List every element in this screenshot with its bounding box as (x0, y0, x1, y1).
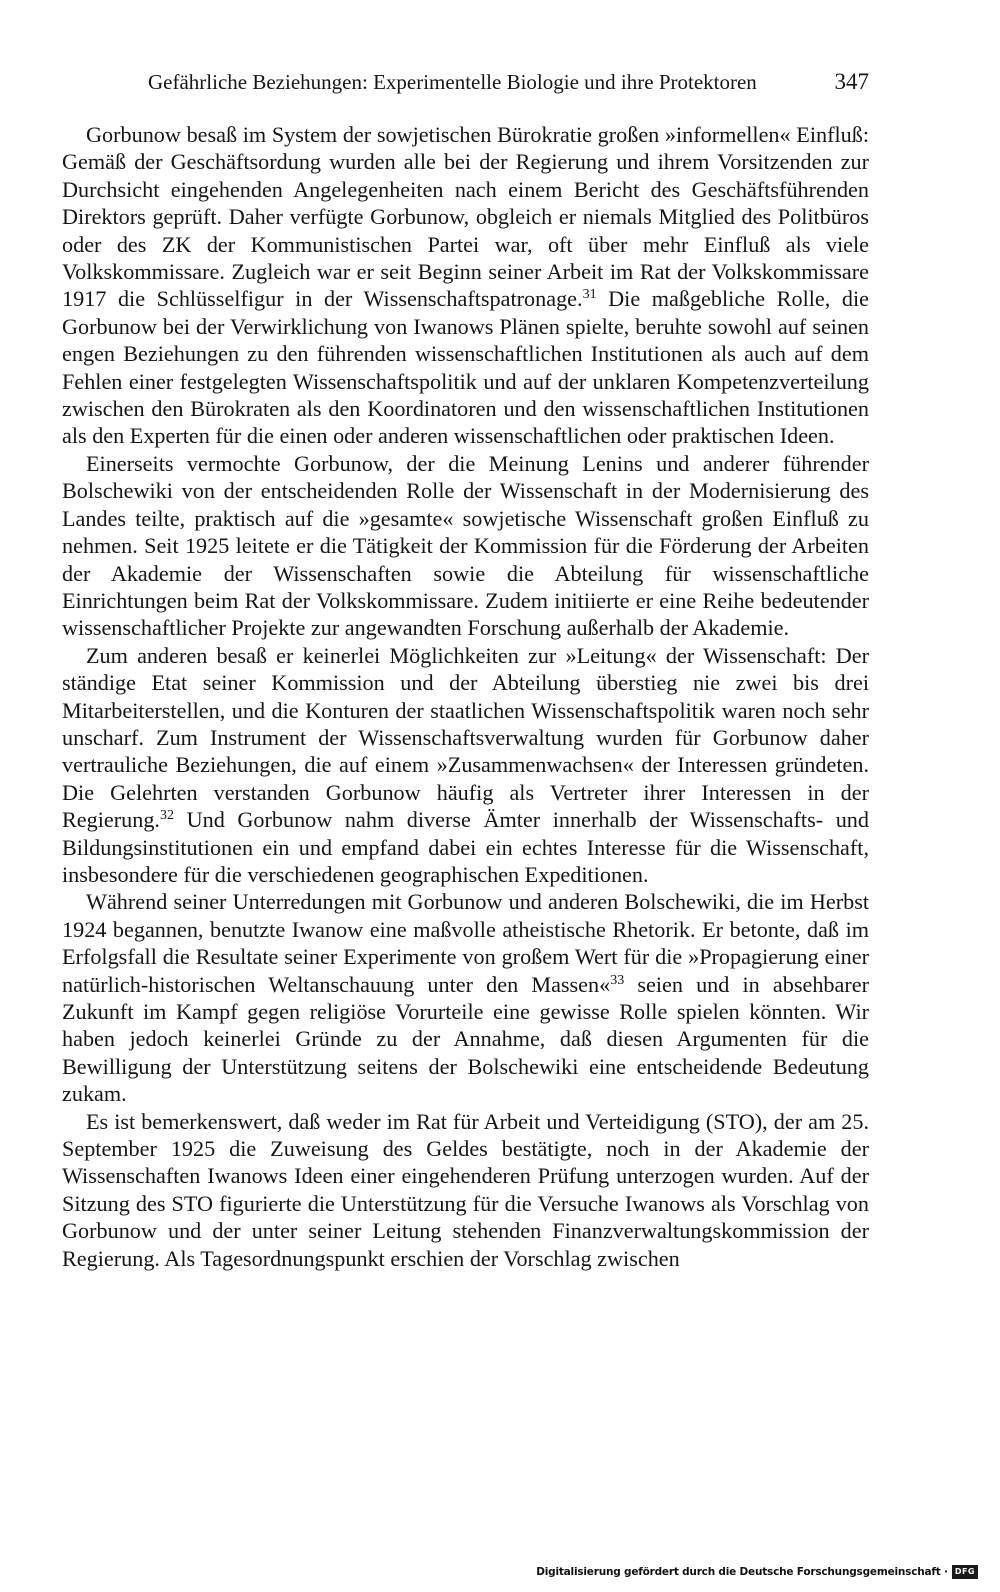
text-segment: Und Gorbunow nahm diverse Ämter innerhalb der Wissenschafts- und Bildungsinstitutionen ein und empfand dabei ein echtes Interesse für die Wissenschaft, insbesondere für die verschiedenen geographischen Expeditionen. (62, 807, 869, 887)
footnote-reference: 33 (610, 972, 625, 988)
text-segment: seien und in absehbarer Zukunft im Kampf gegen religiöse Vorurteile eine gewisse Rolle spielen könnten. Wir haben jedoch keinerlei Gründe zu der Annahme, daß diesen Argumenten für die Bewilligung der Unterstützung seitens der Bolschewiki eine entscheidende Bedeutung zukam. (62, 971, 869, 1107)
text-segment: Die maßgebliche Rolle, die Gorbunow bei der Verwirklichung von Iwanows Plänen spielte, beruhte sowohl auf seinen engen Beziehungen zu den führenden wissenschaftlichen Institutionen als auch auf dem Fehlen einer festgelegten Wissenschaftspolitik und auf der unklaren Kompetenzverteilung zwischen den Bürokraten als den Koordinatoren und den wissenschaftlichen Institutionen als den Experten für die einen oder anderen wissenschaftlichen oder praktischen Ideen. (62, 286, 869, 449)
credit-text: Digitalisierung gefördert durch die Deutsche Forschungsgemeinschaft · (536, 1566, 948, 1578)
text-segment: Gorbunow besaß im System der sowjetischen Bürokratie großen »informellen« Einfluß: Gemäß der Geschäftsordung wurden alle bei der Regierung und ihrem Vorsitzenden zur Durchsicht eingehenden Angelegenheiten nach einem Bericht des Geschäftsführenden Direktors geprüft. Daher verfügte Gorbunow, obgleich er niemals Mitglied des Politbüros oder des ZK der Kommunistischen Partei war, oft über mehr Einfluß als viele Volkskommissare. Zugleich war er seit Beginn seiner Arbeit im Rat der Volkskommissare 1917 die Schlüsselfigur in der Wissenschaftspatronage. (62, 122, 869, 312)
paragraph (62, 888, 869, 1107)
running-title: Gefährliche Beziehungen: Experimentelle Biologie und ihre Protektoren (148, 70, 757, 94)
page-header (148, 62, 869, 102)
text-segment: Während seiner Unterredungen mit Gorbunow und anderen Bolschewiki, die im Herbst 1924 begannen, benutzte Iwanow eine maßvolle atheistische Rhetorik. Er betonte, daß im Erfolgsfall die Resultate seiner Experimente von großem Wert für die »Propagierung einer natürlich-historischen Weltanschauung unter den Massen« (62, 889, 869, 997)
dfg-logo: DFG (952, 1565, 978, 1579)
footnote-reference: 31 (582, 287, 597, 303)
digitization-credit (536, 1564, 978, 1580)
text-segment: Zum anderen besaß er keinerlei Möglichkeiten zur »Leitung« der Wissenschaft: Der ständige Etat seiner Kommission und der Abteilung überstieg nie zwei bis drei Mitarbeiterstellen, und die Konturen der staatlichen Wissenschaftspolitik waren noch sehr unscharf. Zum Instrument der Wissenschaftsverwaltung wurden für Gorbunow daher vertrauliche Beziehungen, die auf einem »Zusammenwachsen« der Interessen gründeten. Die Gelehrten verstanden Gorbunow häufig als Vertreter ihrer Interessen in der Regierung. (62, 642, 869, 833)
body-text (62, 121, 869, 1272)
paragraph (62, 642, 869, 889)
paragraph (62, 121, 869, 450)
footnote-reference: 32 (159, 808, 174, 824)
paragraph (62, 1108, 869, 1272)
paragraph (62, 450, 869, 642)
page-number: 347 (834, 69, 869, 94)
text-segment: Einerseits vermochte Gorbunow, der die Meinung Lenins und anderer führender Bolschewiki von der entscheidenden Rolle der Wissenschaft in der Modernisierung des Landes teilte, praktisch auf die »gesamte« sowjetische Wissenschaft großen Einfluß zu nehmen. Seit 1925 leitete er die Tätigkeit der Kommission für die Förderung der Arbeiten der Akademie der Wissenschaften sowie die Abteilung für wissenschaftliche Einrichtungen beim Rat der Volkskommissare. Zudem initiierte er eine Reihe bedeutender wissenschaftlicher Projekte zur angewandten Forschung außerhalb der Akademie. (62, 450, 869, 641)
text-segment: Es ist bemerkenswert, daß weder im Rat für Arbeit und Verteidigung (STO), der am 25. September 1925 die Zuweisung des Geldes bestätigte, noch in der Akademie der Wissenschaften Iwanows Ideen einer eingehenderen Prüfung unterzogen wurden. Auf der Sitzung des STO figurierte die Unterstützung für die Versuche Iwanows als Vorschlag von Gorbunow und der unter seiner Leitung stehenden Finanzverwaltungskommission der Regierung. Als Tagesordnungspunkt erschien der Vorschlag zwischen (62, 1108, 869, 1271)
